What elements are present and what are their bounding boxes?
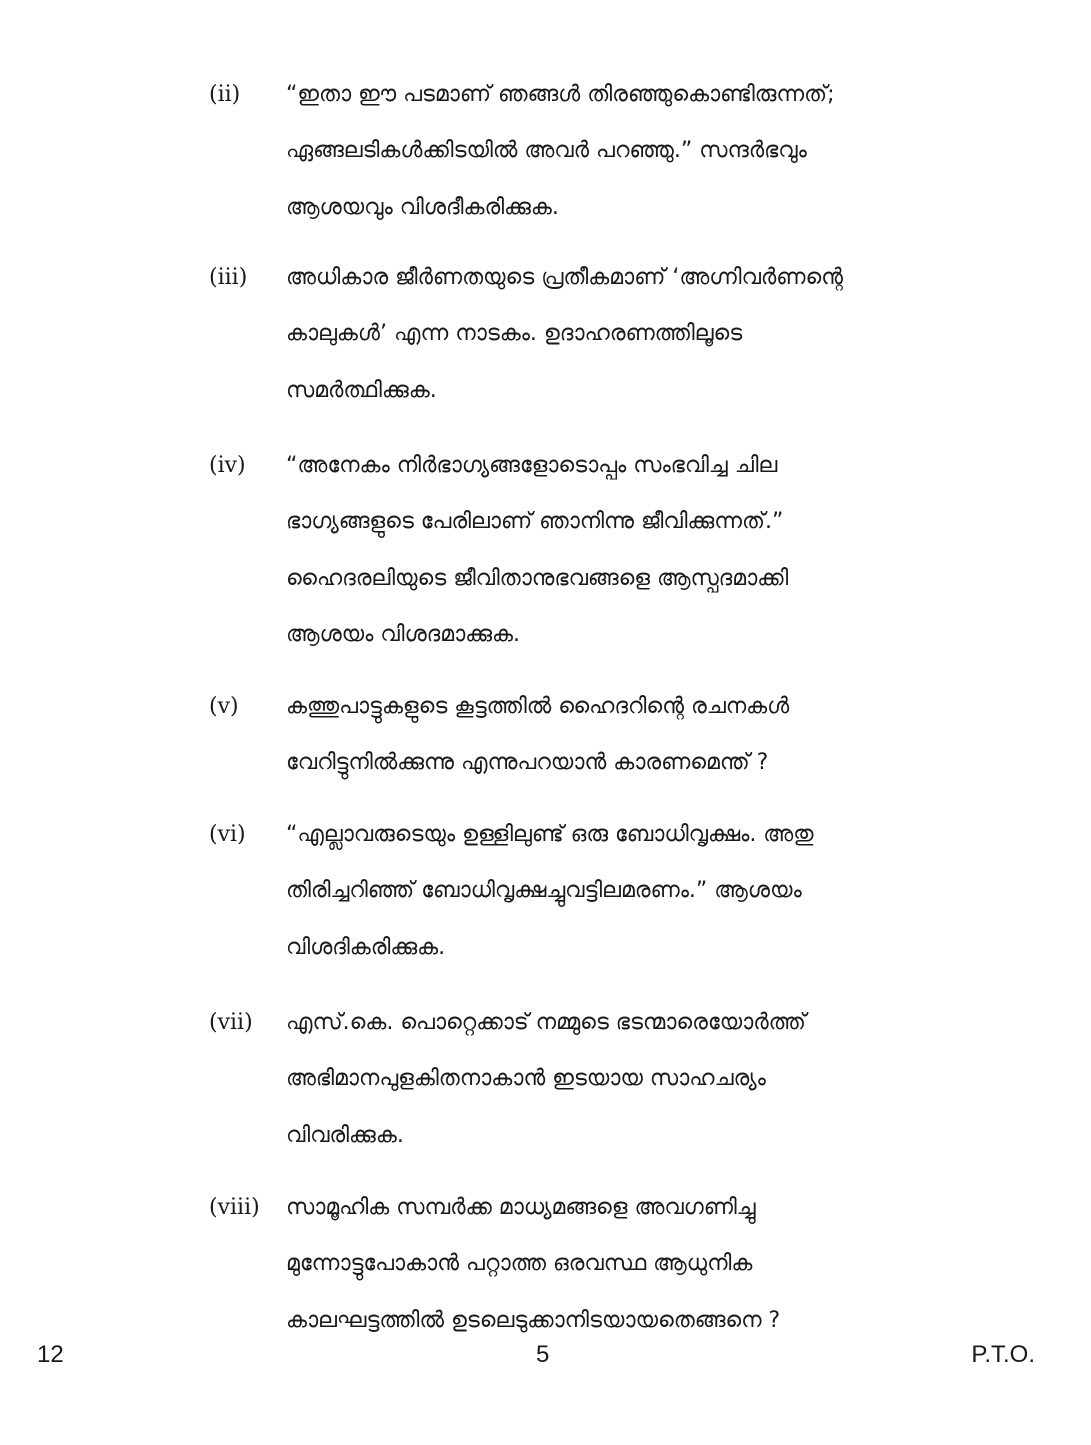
question-text-line: എസ്.കെ. പൊറ്റെക്കാട് നമ്മുടെ ഭടന്മാരെയോർത്ത് [286, 1010, 806, 1035]
question-text-line: മുന്നോട്ടുപോകാൻ പറ്റാത്ത ഒരവസ്ഥ ആധുനിക [286, 1251, 753, 1276]
question-text-line: സാമൂഹിക സമ്പർക്ക മാധ്യമങ്ങളെ അവഗണിച്ചു [286, 1195, 756, 1220]
question-number: (v) [209, 694, 239, 719]
question-text-line: ഹൈദരലിയുടെ ജീവിതാനുഭവങ്ങളെ ആസ്പദമാക്കി [286, 566, 789, 591]
please-turn-over: P.T.O. [971, 1341, 1035, 1368]
question-text-line: സമർത്ഥിക്കുക. [286, 378, 437, 403]
question-text-line: കത്തുപാട്ടുകളുടെ കൂട്ടത്തിൽ ഹൈദറിന്റെ രചനകൾ [286, 694, 790, 719]
question-text-line: അധികാര ജീർണതയുടെ പ്രതീകമാണ് ‘അഗ്നിവർണന്റെ [286, 265, 844, 290]
question-number: (iv) [209, 453, 246, 478]
question-text-line: “അനേകം നിർഭാഗ്യങ്ങളോടൊപ്പം സംഭവിച്ച ചില [286, 453, 778, 478]
question-text-line: വിശദികരിക്കുക. [286, 935, 446, 960]
question-text-line: വേറിട്ടുനിൽക്കുന്നു എന്നുപറയാൻ കാരണമെന്ത് ? [286, 750, 769, 775]
question-text-line: “എല്ലാവരുടെയും ഉള്ളിലുണ്ട് ഒരു ബോധിവൃക്ഷം. അതു [286, 822, 814, 847]
question-text-line: ആശയം വിശദമാക്കുക. [286, 622, 520, 647]
series-code: 12 [37, 1341, 64, 1368]
question-text-line: ആശയവും വിശദീകരിക്കുക. [286, 195, 559, 220]
question-number: (iii) [209, 265, 248, 290]
question-number: (vi) [209, 822, 246, 847]
question-text-line: വിവരിക്കുക. [286, 1123, 404, 1148]
question-text-line: കാലഘട്ടത്തിൽ ഉടലെടുക്കാനിടയായതെങ്ങനെ ? [286, 1308, 781, 1333]
question-text-line: ഭാഗ്യങ്ങളുടെ പേരിലാണ് ഞാനിന്നു ജീവിക്കുന്നത്.” [286, 509, 784, 534]
question-text-line: തിരിച്ചറിഞ്ഞ് ബോധിവൃക്ഷച്ചുവട്ടിലമരണം.” ആശയം [286, 878, 802, 903]
question-text-line: അഭിമാനപുളകിതനാകാൻ ഇടയായ സാഹചര്യം [286, 1066, 766, 1091]
question-number: (vii) [209, 1010, 253, 1035]
question-number: (ii) [209, 82, 241, 107]
page-number: 5 [536, 1341, 550, 1368]
question-text-line: ഏങ്ങലടികൾക്കിടയിൽ അവർ പറഞ്ഞു.” സന്ദർഭവും [286, 138, 807, 163]
question-text-line: കാലുകൾ’ എന്ന നാടകം. ഉദാഹരണത്തിലൂടെ [286, 321, 743, 346]
question-number: (viii) [209, 1195, 260, 1220]
question-text-line: “ഇതാ ഈ പടമാണ് ഞങ്ങൾ തിരഞ്ഞുകൊണ്ടിരുന്നത്; [286, 82, 835, 107]
